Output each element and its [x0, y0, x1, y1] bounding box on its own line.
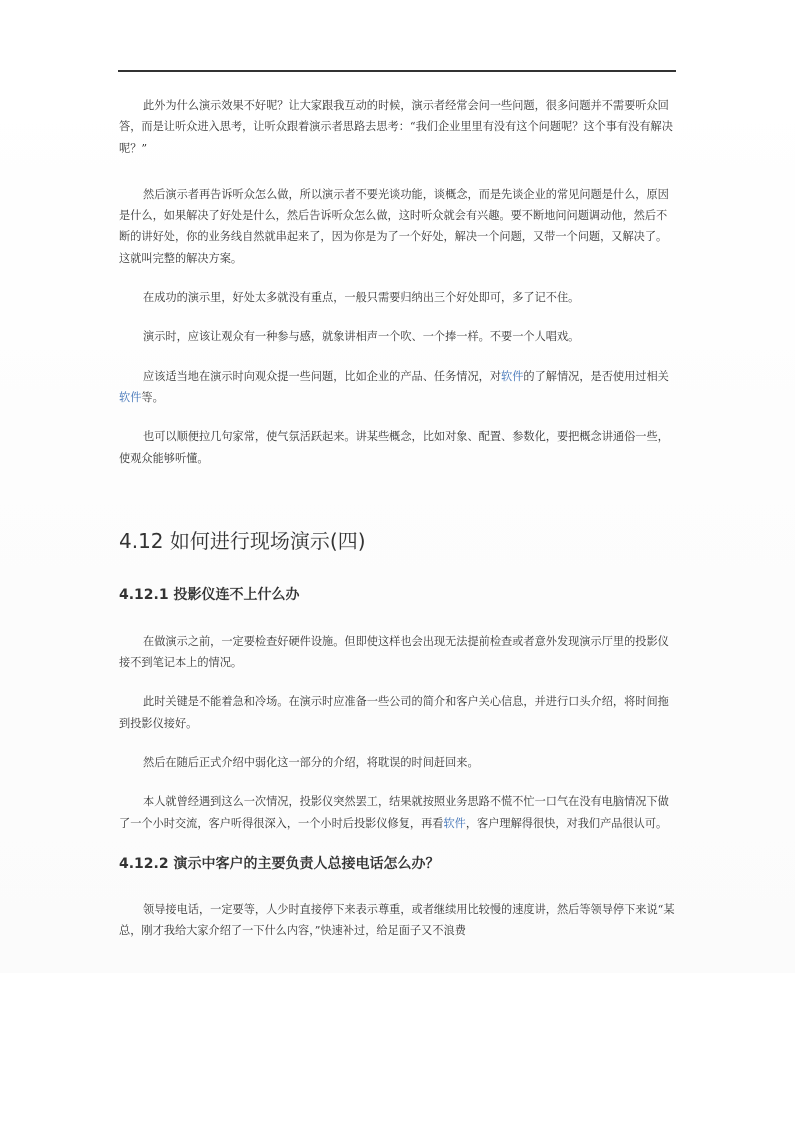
paragraph: 在做演示之前，一定要检查好硬件设施。但即使这样也会出现无法提前检查或者意外发现演示厅里的投影仪接不到笔记本上的情况。	[119, 634, 669, 670]
paragraph: 此外为什么演示效果不好呢？让大家跟我互动的时候，演示者经常会问一些问题，很多问题并不需要听众回答，而是让听众进入思考，让听众跟着演示者思路去思考：“我们企业里里有没有这个问题呢？这个事有没有解决呢？”	[119, 99, 673, 155]
software-link[interactable]: 软件	[119, 390, 142, 404]
software-link[interactable]: 软件	[501, 369, 524, 383]
paragraph: 演示时，应该让观众有一种参与感，就象讲相声一个吹、一个捧一样。不要一个人唱戏。	[143, 330, 580, 344]
section-heading: 4.12 如何进行现场演示(四)	[119, 528, 366, 553]
paragraph-text: 等。	[141, 390, 164, 404]
page-cutoff	[0, 973, 795, 1123]
paragraph-text: ，客户理解得很快，对我们产品很认可。	[465, 816, 668, 830]
software-link[interactable]: 软件	[443, 816, 466, 830]
paragraph: 也可以顺便拉几句家常，使气氛活跃起来。讲某些概念，比如对象、配置、参数化，要把概念讲通俗一些，使观众能够听懂。	[119, 430, 669, 465]
paragraph: 领导接电话，一定要等，人少时直接停下来表示尊重，或者继续用比较慢的速度讲，然后等领导停下来说“某总，刚才我给大家介绍了一下什么内容，”快速补过，给足面子又不浪费	[119, 902, 675, 938]
paragraph: 在成功的演示里，好处太多就没有重点，一般只需要归纳出三个好处即可，多了记不住。	[143, 291, 580, 305]
paragraph-text: 应该适当地在演示时向观众提一些问题，比如企业的产品、任务情况，对	[143, 369, 502, 383]
paragraph: 此时关键是不能着急和冷场。在演示时应准备一些公司的简介和客户关心信息，并进行口头介绍，将时间拖到投影仪接好。	[119, 695, 669, 730]
paragraph	[119, 791, 675, 834]
paragraph-text: 本人就曾经遇到这么一次情况，投影仪突然罢工，结果就按照业务思路不慌不忙一口气在没有电脑情况下做了一个小时交流，客户听得很深入，一个小时后投影仪修复，再看	[119, 795, 669, 830]
subsection-heading: 4.12.1 投影仪连不上什么办	[119, 586, 300, 603]
paragraph-text: 的了解情况，是否使用过相关	[523, 369, 669, 383]
subsection-heading: 4.12.2 演示中客户的主要负责人总接电话怎么办？	[119, 855, 440, 872]
header-rule	[118, 70, 676, 72]
document-body	[119, 95, 675, 942]
paragraph	[119, 366, 675, 409]
paragraph: 然后在随后正式介绍中弱化这一部分的介绍，将耽误的时间赶回来。	[143, 756, 479, 770]
paragraph: 然后演示者再告诉听众怎么做，所以演示者不要光谈功能，谈概念，而是先谈企业的常见问题是什么，原因是什么，如果解决了好处是什么，然后告诉听众怎么做，这时听众就会有兴趣。要不断地问问题调动他，然后不断的讲好处，你的业务线自然就串起来了，因为你是为了一个好处，解决一个问题，又带一个问题，又解决了。这就叫完整的解决方案。	[119, 187, 669, 265]
